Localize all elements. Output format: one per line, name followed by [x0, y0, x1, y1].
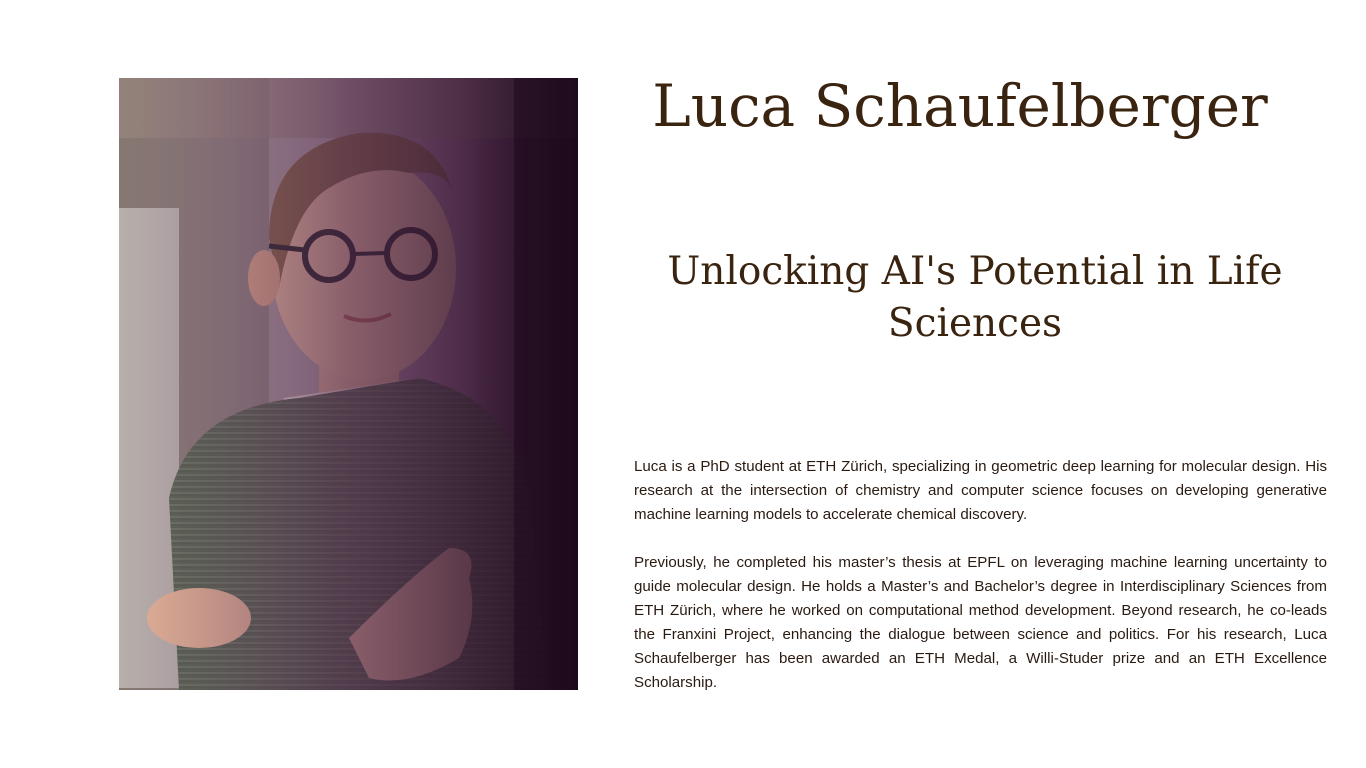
profile-photo: [119, 78, 578, 690]
bio-paragraph-1: Luca is a PhD student at ETH Zürich, specializing in geometric deep learning for molecular design. His research at the intersection of chemistry and computer science focuses on developing generative machine learning models to accelerate chemical discovery.: [634, 458, 1327, 523]
profile-bio: [634, 455, 1327, 695]
portrait-illustration: [119, 78, 578, 690]
profile-tagline: Unlocking AI's Potential in Life Sciences: [667, 249, 1283, 346]
profile-name: Luca Schaufelberger: [652, 72, 1268, 140]
bio-paragraph-2: Previously, he completed his master’s thesis at EPFL on leveraging machine learning uncertainty to guide molecular design. He holds a Master’s and Bachelor’s degree in Interdisciplinary Sciences from ETH Zürich, where he worked on computational method development. Beyond research, he co-leads the Franxini Project, enhancing the dialogue between science and politics. For his research, Luca Schaufelberger has been awarded an ETH Medal, a Willi-Studer prize and an ETH Excellence Scholarship.: [634, 554, 1327, 691]
